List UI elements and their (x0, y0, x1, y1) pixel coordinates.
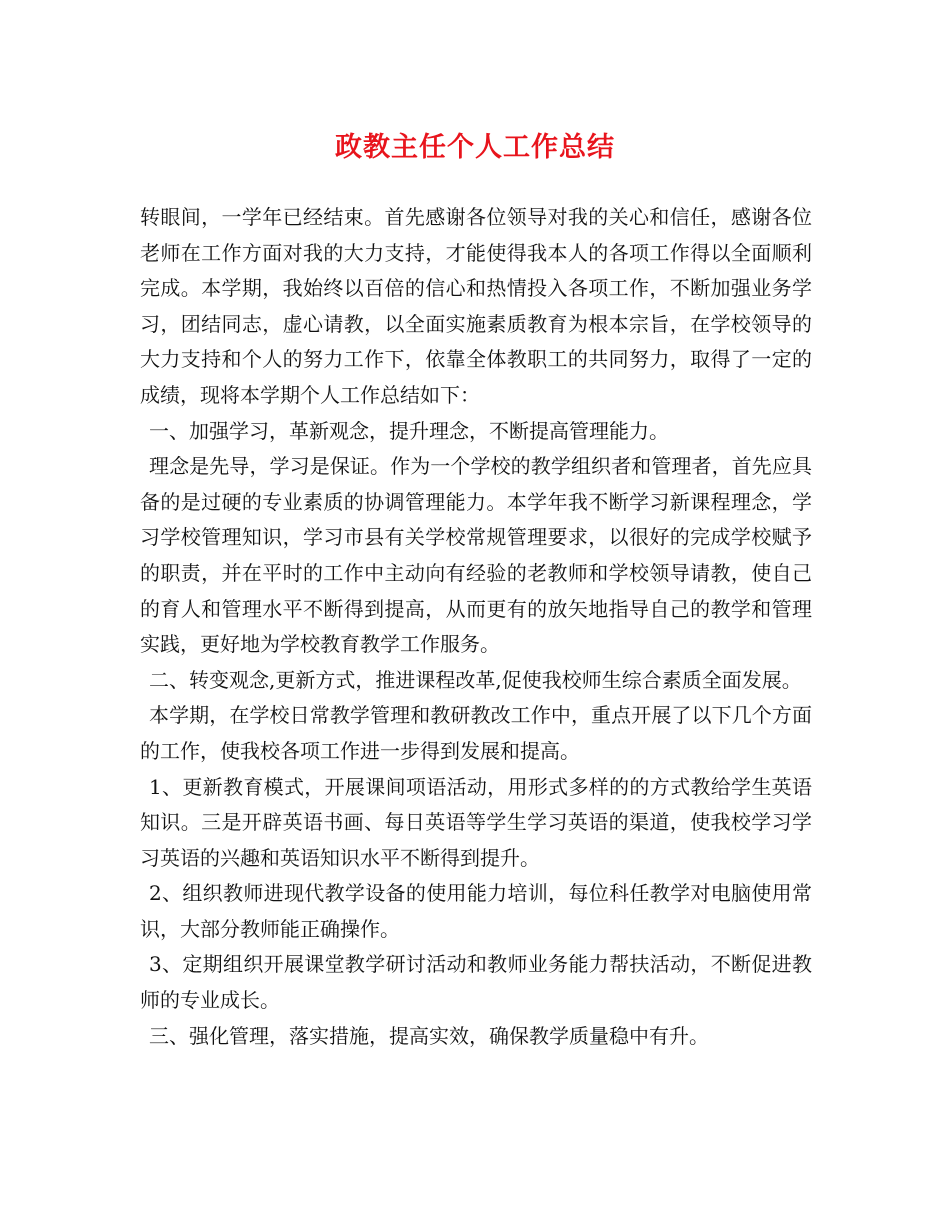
list-item-3: 3、定期组织开展课堂教学研讨活动和教师业务能力帮扶活动，不断促进教师的专业成长。 (140, 952, 812, 1013)
section-heading-1: 一、加强学习，革新观念，提升理念，不断提高管理能力。 (149, 418, 669, 443)
section-heading-2: 二、转变观念,更新方式，推进课程改革,促使我校师生综合素质全面发展。 (149, 667, 802, 692)
section-heading-3: 三、强化管理，落实措施，提高实效，确保教学质量稳中有升。 (149, 1023, 709, 1048)
document-title: 政教主任个人工作总结 (335, 132, 615, 163)
paragraph-section-2: 本学期，在学校日常教学管理和教研教改工作中，重点开展了以下几个方面的工作，使我校各项工作进一步得到发展和提高。 (140, 703, 812, 763)
document-body (140, 200, 812, 1054)
list-item-1: 1、更新教育模式，开展课间项语活动，用形式多样的的方式教给学生英语知识。三是开辟英语书画、每日英语等学生学习英语的渠道，使我校学习学习英语的兴趣和英语知识水平不断得到提升。 (140, 774, 812, 870)
paragraph-intro: 转眼间，一学年已经结束。首先感谢各位领导对我的关心和信任，感谢各位老师在工作方面对我的大力支持，才能使得我本人的各项工作得以全面顺利完成。本学期，我始终以百倍的信心和热情投入各项工作，不断加强业务学习，团结同志，虚心请教，以全面实施素质教育为根本宗旨，在学校领导的大力支持和个人的努力工作下，依靠全体教职工的共同努力，取得了一定的成绩，现将本学期个人工作总结如下： (140, 205, 812, 407)
list-item-2: 2、组织教师进现代教学设备的使用能力培训，每位科任教学对电脑使用常识，大部分教师能正确操作。 (140, 881, 812, 941)
paragraph-section-1: 理念是先导，学习是保证。作为一个学校的教学组织者和管理者，首先应具备的是过硬的专业素质的协调管理能力。本学年我不断学习新课程理念，学习学校管理知识，学习市县有关学校常规管理要求，以很好的完成学校赋予的职责，并在平时的工作中主动向有经验的老教师和学校领导请教，使自己的育人和管理水平不断得到提高，从而更有的放矢地指导自己的教学和管理实践，更好地为学校教育教学工作服务。 (140, 454, 812, 657)
